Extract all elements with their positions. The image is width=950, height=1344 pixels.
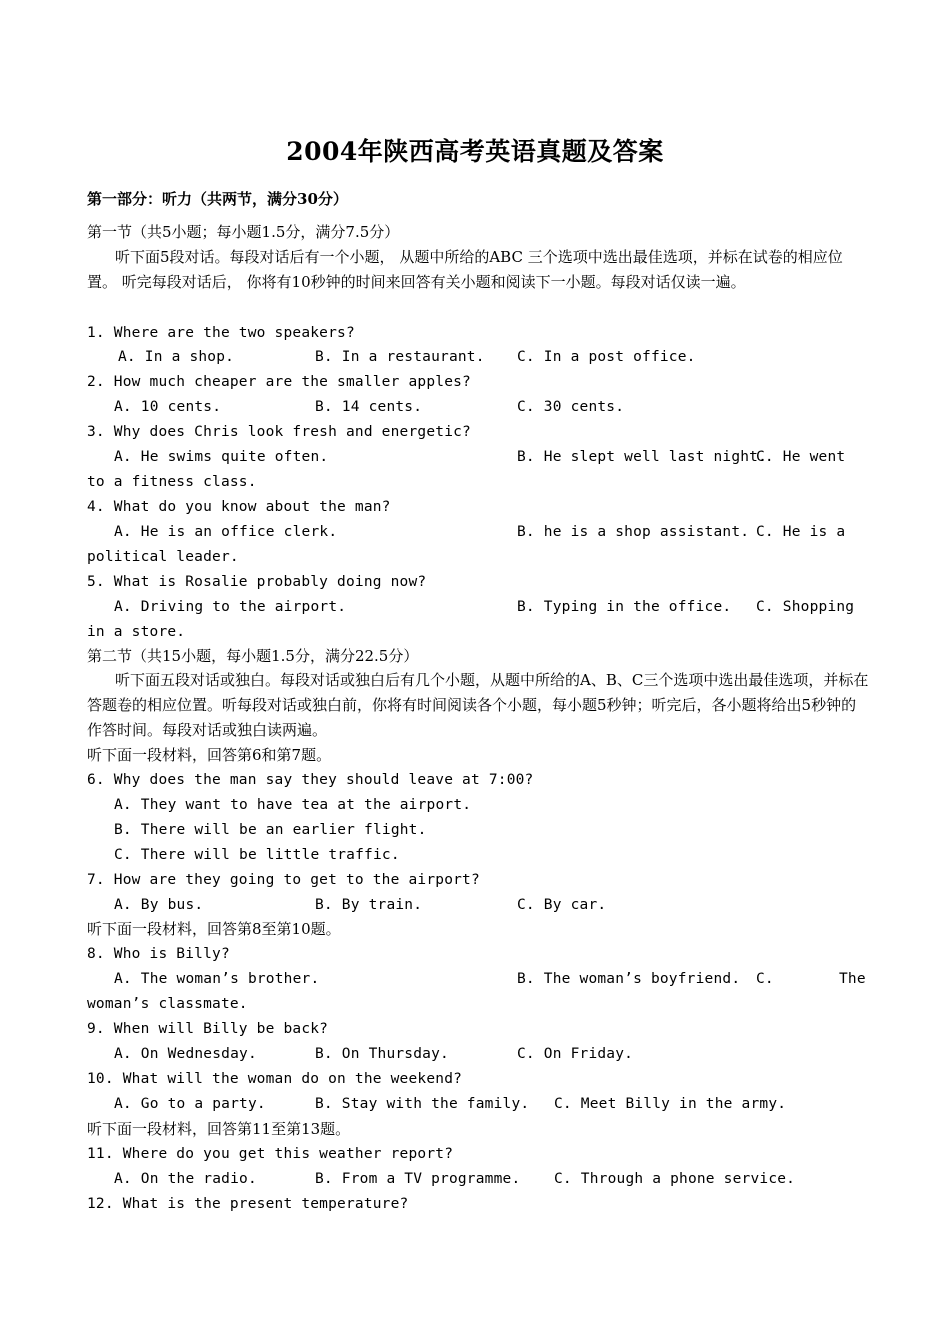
- question-1-options: [87, 345, 877, 369]
- option-a: A. On Wednesday.: [114, 1046, 257, 1062]
- question-7: 7. How are they going to get to the airport?: [87, 872, 480, 888]
- option-c: C. Through a phone service.: [554, 1171, 796, 1187]
- question-8-options: [87, 967, 877, 991]
- option-a: A. Go to a party.: [114, 1096, 266, 1112]
- option-a: A. By bus.: [114, 897, 204, 913]
- option-c-text: The: [839, 971, 866, 987]
- option-a: A. In a shop.: [118, 349, 235, 365]
- material-8-10: 听下面一段材料，回答第8至第10题。: [87, 920, 341, 938]
- option-b: B. Stay with the family.: [315, 1096, 530, 1112]
- option-a: A. He is an office clerk.: [114, 524, 338, 540]
- option-c: C. On Friday.: [517, 1046, 634, 1062]
- option-a: A. They want to have tea at the airport.: [114, 797, 472, 813]
- section2-instructions: 听下面五段对话或独白。每段对话或独白后有几个小题，从题中所给的A、B、C三个选项中选出最佳选项，并标在答题卷的相应位置。听每段对话或独白前，你将有时间阅读各个小题，每小题5秒钟；听完后，各小题将给出5秒钟的作答时间。每段对话或独白读两遍。: [87, 671, 869, 739]
- option-c-continued: woman’s classmate.: [87, 996, 248, 1012]
- option-c-continued: in a store.: [87, 624, 186, 640]
- option-c: C. He is a: [756, 524, 846, 540]
- question-3-options: [87, 445, 877, 469]
- option-a: A. On the radio.: [114, 1171, 257, 1187]
- question-6: 6. Why does the man say they should leave at 7:00?: [87, 772, 534, 788]
- section2-heading: 第二节（共15小题，每小题1.5分，满分22.5分）: [87, 647, 419, 665]
- page-title: 2004年陕西高考英语真题及答案: [286, 137, 664, 166]
- question-11-options: [87, 1167, 877, 1191]
- section1-heading: 第一节（共5小题；每小题1.5分，满分7.5分）: [87, 223, 400, 241]
- option-a: A. Driving to the airport.: [114, 599, 347, 615]
- option-c: C. Meet Billy in the army.: [554, 1096, 787, 1112]
- option-c-continued: to a fitness class.: [87, 474, 257, 490]
- option-c: C.: [756, 971, 774, 987]
- material-6-7: 听下面一段材料，回答第6和第7题。: [87, 746, 332, 764]
- option-c: C. He went: [756, 449, 846, 465]
- question-11: 11. Where do you get this weather report?: [87, 1146, 454, 1162]
- option-b: B. he is a shop assistant.: [517, 524, 750, 540]
- question-10-options: [87, 1092, 877, 1116]
- option-b: B. From a TV programme.: [315, 1171, 521, 1187]
- option-c: C. There will be little traffic.: [114, 847, 400, 863]
- option-c: C. By car.: [517, 897, 607, 913]
- option-c: C. 30 cents.: [517, 399, 625, 415]
- question-7-options: [87, 893, 877, 917]
- option-c-continued: political leader.: [87, 549, 239, 565]
- question-5-options: [87, 595, 877, 619]
- question-10: 10. What will the woman do on the weekend?: [87, 1071, 463, 1087]
- question-2: 2. How much cheaper are the smaller apples?: [87, 374, 471, 390]
- option-b: B. 14 cents.: [315, 399, 423, 415]
- option-b: B. There will be an earlier flight.: [114, 822, 427, 838]
- option-b: B. By train.: [315, 897, 423, 913]
- material-11-13: 听下面一段材料，回答第11至第13题。: [87, 1120, 351, 1138]
- option-b: B. He slept well last night.: [517, 449, 768, 465]
- option-a: A. He swims quite often.: [114, 449, 329, 465]
- part1-heading: 第一部分：听力（共两节，满分30分）: [87, 190, 348, 208]
- option-b: B. In a restaurant.: [315, 349, 485, 365]
- option-b: B. The woman’s boyfriend.: [517, 971, 741, 987]
- question-2-options: [87, 395, 877, 419]
- question-4: 4. What do you know about the man?: [87, 499, 391, 515]
- option-a: A. 10 cents.: [114, 399, 222, 415]
- option-a: A. The woman’s brother.: [114, 971, 320, 987]
- question-4-options: [87, 520, 877, 544]
- section1-instructions: 听下面5段对话。每段对话后有一个小题， 从题中所给的ABC 三个选项中选出最佳选项，并标在试卷的相应位置。 听完每段对话后， 你将有10秒钟的时间来回答有关小题和阅读下一小题。每段对话仅读一遍。: [87, 248, 843, 291]
- option-b: B. On Thursday.: [315, 1046, 449, 1062]
- question-8: 8. Who is Billy?: [87, 946, 230, 962]
- option-c: C. Shopping: [756, 599, 855, 615]
- question-12: 12. What is the present temperature?: [87, 1196, 409, 1212]
- question-1: 1. Where are the two speakers?: [87, 325, 355, 341]
- question-9: 9. When will Billy be back?: [87, 1021, 329, 1037]
- option-c: C. In a post office.: [517, 349, 696, 365]
- question-9-options: [87, 1042, 877, 1066]
- option-b: B. Typing in the office.: [517, 599, 732, 615]
- question-3: 3. Why does Chris look fresh and energetic?: [87, 424, 471, 440]
- question-5: 5. What is Rosalie probably doing now?: [87, 574, 427, 590]
